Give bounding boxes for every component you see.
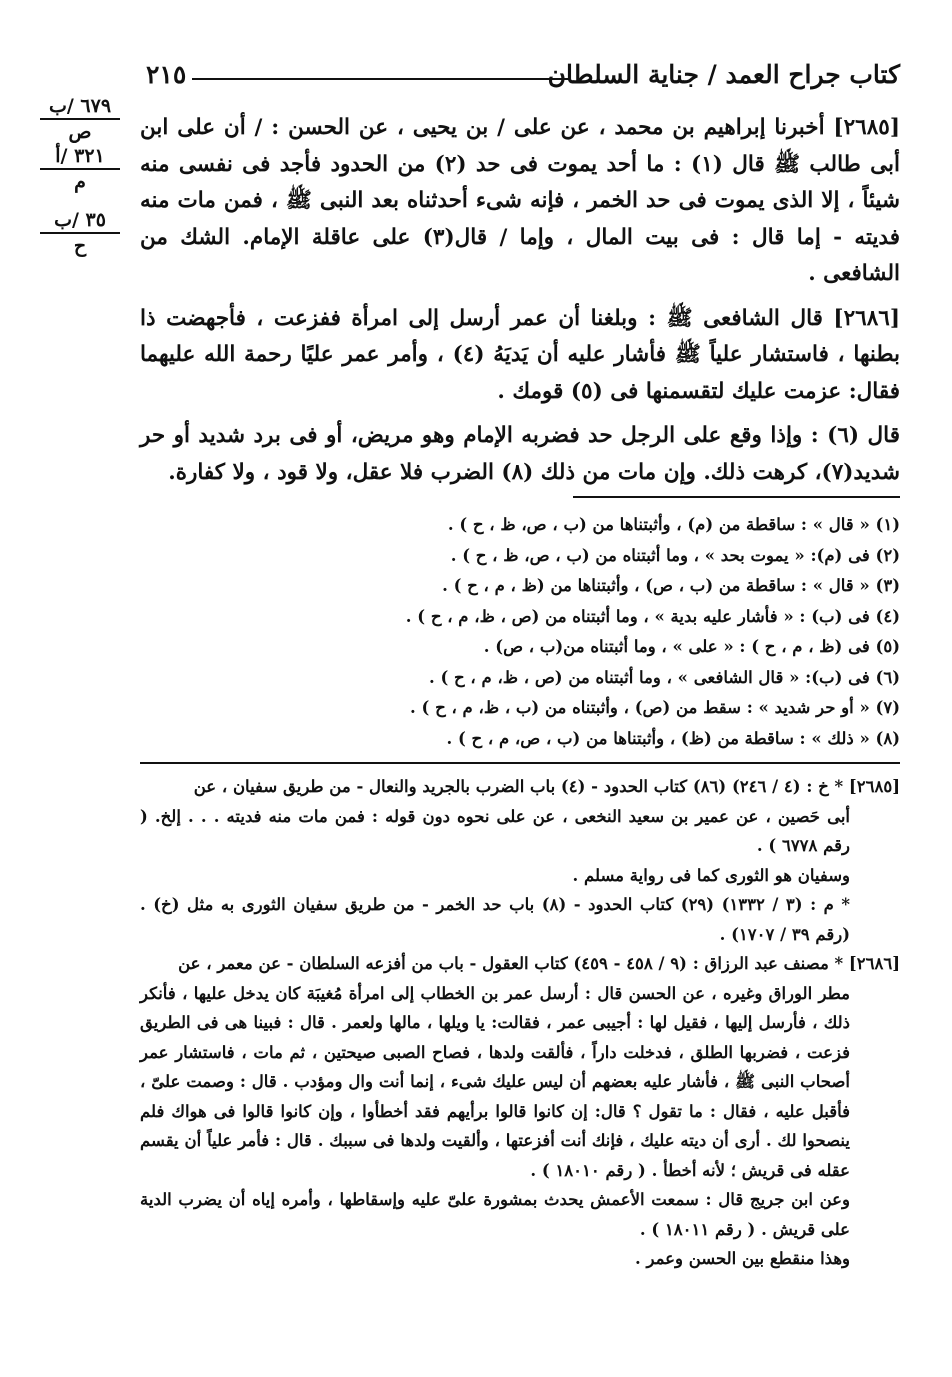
margin-ref-top-1: ٦٧٩ /ب xyxy=(48,95,112,117)
reference-2685-head: [٢٦٨٥] * خ : (٤ / ٢٤٦) (٨٦) كتاب الحدود - (٤) باب الضرب بالجريد والنعال - من طريق سفيان ، عن xyxy=(193,777,900,796)
paragraph-qala: قال (٦) : وإذا وقع على الرجل حد فضربه الإمام وهو مريض، أو فى برد شديد أو حر شديد(٧)، كرهت ذلك. وإن مات من ذلك (٨) الضرب فلا عقل، ولا قود ، ولا كفارة. xyxy=(140,423,901,485)
footnote-4: (٤) فى (ب) : « فأشار عليه بدية » ، وما أثبتناه من (ص ، ظ، م ، ح ) . xyxy=(405,606,900,626)
reference-2686-note: وهذا منقطع بين الحسن وعمر . xyxy=(635,1249,850,1268)
margin-ref-bottom-1: ص xyxy=(68,121,92,143)
footnote-1: (١) « قال » : ساقطة من (م) ، وأثبتناها من (ب ، ص، ظ ، ح ) . xyxy=(447,515,900,534)
running-title: كتاب جراح العمد / جناية السلطان xyxy=(547,60,900,89)
page-number: ٢١٥ xyxy=(146,60,187,89)
source-references xyxy=(140,772,900,1274)
footnote-5: (٥) فى (ظ ، م ، ح ) : « على » ، وما أثبتناه من(ب ، ص) . xyxy=(483,637,900,656)
margin-ref-top-3: ٣٥ /ب xyxy=(54,209,106,231)
reference-2685-body: أبى حَصين ، عن عمير بن سعيد النخعى ، عن على نحوه دون قوله : فمن مات منه فديته . . . إلخ. ( رقم ٦٧٧٨ ) . xyxy=(140,806,850,855)
header-rule xyxy=(192,78,570,80)
main-text xyxy=(140,110,900,499)
footnote-separator xyxy=(573,496,900,498)
reference-2686-ibn-jurayj: وعن ابن جريج قال : سمعت الأعمش يحدث بمشورة علىّ عليه وإسقاطها ، وأمره إياه أن يضرب الدية على قريش . ( رقم ١٨٠١١ ) . xyxy=(140,1190,850,1239)
reference-separator xyxy=(140,762,900,764)
margin-ref-top-2: ٣٢١ /أ xyxy=(55,145,105,167)
footnote-6: (٦) فى (ب): « قال الشافعى » ، وما أثبتناه من (ص ، ظ، م ، ح ) . xyxy=(428,667,900,687)
reference-2685-note: وسفيان هو الثورى كما فى رواية مسلم . xyxy=(572,865,850,885)
reference-2686-body: مطر الوراق وغيره ، عن الحسن قال : أرسل عمر بن الخطاب إلى امرأة مُغيبَة كان يدخل عليها ، فأنكر ذلك ، فأرسل إليها ، فقيل لها : أجيبى عمر ، فقالت: يا ويلها ، مالها ولعمر . قال : فبينا هى فى الطريق فزعت ، فضربها الطلق ، فدخلت داراً ، فألقت ولدها ، فصاح الصبى صيحتين ، ثم مات ، فاستشار عمر أصحاب النبى ﷺ ، فأشار عليه بعضهم أن ليس عليك شىء ، إنما أنت وال ومؤدب . قال : وصمت علىّ ، فأقبل عليه ، فقال : ما تقول ؟ قال: إن كانوا قالوا برأيهم فقد أخطأوا ، وإن كانوا قالوا فى هواك فلم ينصحوا لك . أرى أن ديته عليك ، فإنك أنت أفزعتها ، وألقيت ولدها فى سببك . قال : فأمر علياً أن يقسم عقله فى قريش ؛ لأنه أخطأ . ( رقم ١٨٠١٠ ) . xyxy=(140,983,850,1180)
margin-ref-bottom-3: ح xyxy=(73,235,87,257)
manuscript-margin-refs xyxy=(30,94,130,258)
paragraph-2686: [٢٦٨٦] قال الشافعى ﷺ : وبلغنا أن عمر أرسل إلى امرأة ففزعت ، فأجهضت ذا بطنها ، فاستشار علياً ﷺ فأشار عليه أن يَديَهُ (٤) ، وأمر عمر عليًا رحمة الله عليهما فقال: عزمت عليك لتقسمنها فى (٥) قومك . xyxy=(140,305,900,404)
page-header xyxy=(140,58,900,94)
margin-ref-bottom-2: م xyxy=(74,171,86,193)
footnotes xyxy=(150,510,900,754)
paragraph-2685: [٢٦٨٥] أخبرنا إبراهيم بن محمد ، عن على / بن يحيى ، عن الحسن : / أن على ابن أبى طالب ﷺ قال (١) : ما أحد يموت فى حد (٢) من الحدود فأجد فى نفسى منه شيئاً ، إلا الذى يموت فى حد الخمر ، فإنه شىء أحدثناه بعد النبى ﷺ ، فمن مات منه فديته - إما قال : فى بيت المال ، وإما / قال(٣) على عاقلة الإمام. الشك من الشافعى . xyxy=(140,115,900,286)
footnote-3: (٣) « قال » : ساقطة من (ب ، ص) ، وأثبتناها من (ظ ، م ، ح ) . xyxy=(442,576,900,595)
reference-2685-muslim: * م : (٣ / ١٣٣٢) (٢٩) كتاب الحدود - (٨) باب حد الخمر - من طريق سفيان الثورى به مثل (خ) . (رقم ٣٩ / ١٧٠٧) . xyxy=(140,895,851,944)
reference-2686-head: [٢٦٨٦] * مصنف عبد الرزاق : (٩ / ٤٥٨ - ٤٥٩) كتاب العقول - باب من أفزعه السلطان - عن معمر ، عن xyxy=(178,954,900,973)
footnote-8: (٨) « ذلك » : ساقطة من (ظ) ، وأثبتناها من (ب ، ص، م ، ح ) . xyxy=(446,728,900,748)
footnote-7: (٧) « أو حر شديد » : سقط من (ص) ، وأثبتناه من (ب ، ظ، م ، ح ) . xyxy=(410,698,900,717)
footnote-2: (٢) فى (م): « يموت بحد » ، وما أثبتناه من (ب ، ص، ظ ، ح ) . xyxy=(450,545,900,565)
